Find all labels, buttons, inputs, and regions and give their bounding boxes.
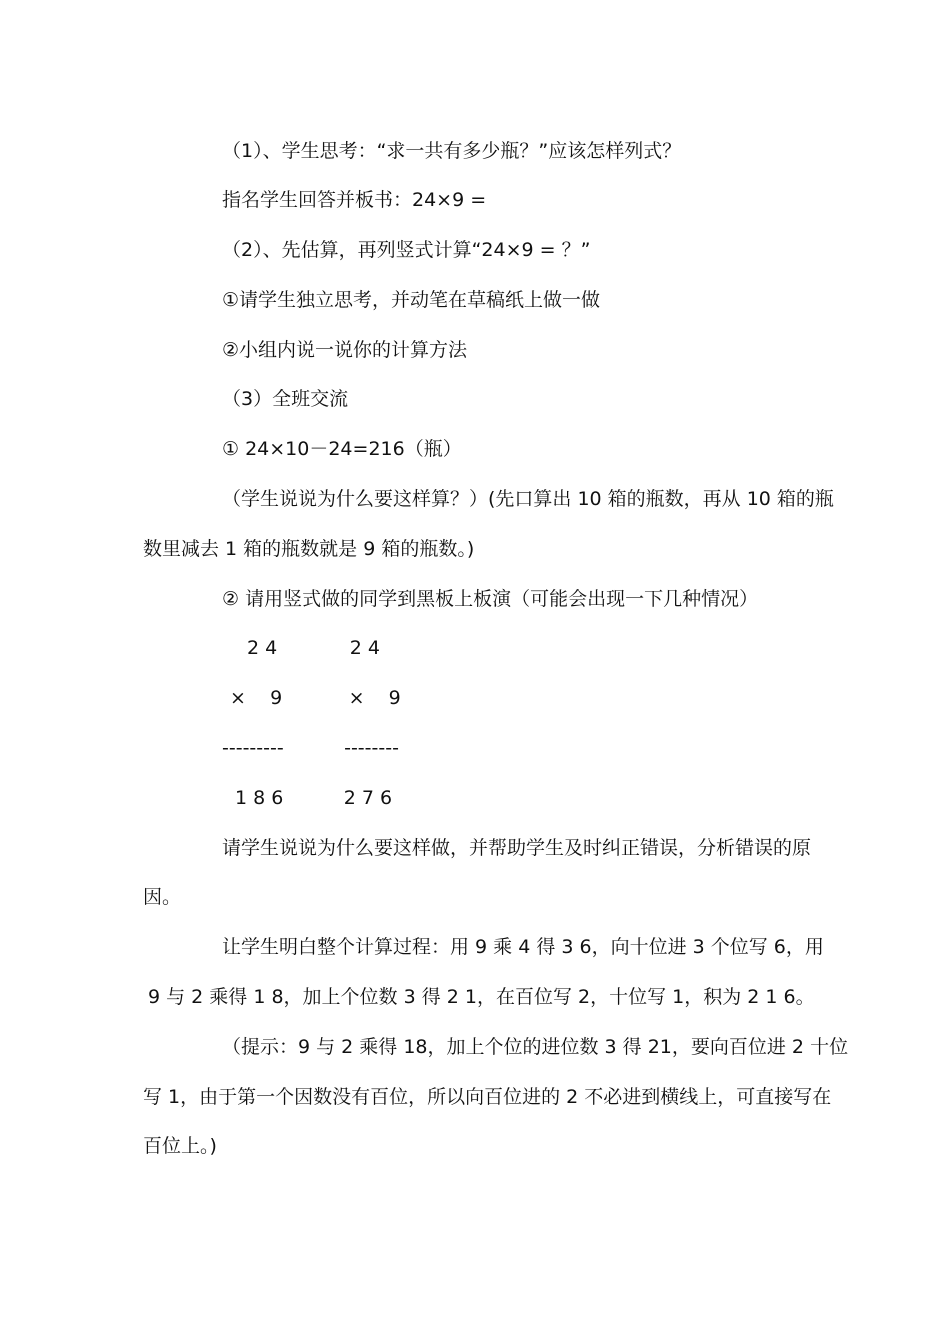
step-2: ②小组内说一说你的计算方法 (222, 339, 468, 361)
hint-line-3: 百位上。) (143, 1135, 217, 1157)
vertical-calc-result: 1 8 6 2 7 6 (235, 787, 393, 809)
process-line-1: 让学生明白整个计算过程：用 9 乘 4 得 3 6，向十位进 3 个位写 6，用 (222, 936, 824, 958)
step-1: ①请学生独立思考，并动笔在草稿纸上做一做 (222, 289, 601, 311)
question-1: （1）、学生思考：“求一共有多少瓶？”应该怎样列式？ (222, 140, 682, 162)
correction-line-1: 请学生说说为什么要这样做，并帮助学生及时纠正错误，分析错误的原 (222, 837, 812, 859)
hint-line-2: 写 1，由于第一个因数没有百位，所以向百位进的 2 不必进到横线上，可直接写在 (143, 1086, 832, 1108)
question-2: （2）、先估算，再列竖式计算“24×9 = ？” (222, 239, 591, 261)
process-line-2: 9 与 2 乘得 1 8，加上个位数 3 得 2 1，在百位写 2，十位写 1，积为 2 1 6。 (148, 986, 815, 1008)
question-3: （3）全班交流 (222, 388, 349, 410)
hint-line-1: （提示：9 与 2 乘得 18，加上个位的进位数 3 得 21，要向百位进 2 十位 (222, 1036, 849, 1058)
answer-line: 指名学生回答并板书：24×9 = (222, 189, 487, 211)
vertical-calc-row-2: × 9 × 9 (230, 687, 401, 709)
explanation-1-line-2: 数里减去 1 箱的瓶数就是 9 箱的瓶数。) (143, 538, 475, 560)
explanation-1-line-1: （学生说说为什么要这样算？）(先口算出 10 箱的瓶数，再从 10 箱的瓶 (222, 488, 834, 510)
method-1: ① 24×10－24=216（瓶） (222, 438, 462, 460)
method-2: ② 请用竖式做的同学到黑板上板演（可能会出现一下几种情况） (222, 588, 759, 610)
correction-line-2: 因。 (143, 886, 182, 908)
vertical-calc-row-1: 2 4 2 4 (247, 637, 380, 659)
vertical-calc-divider: --------- -------- (222, 737, 399, 759)
